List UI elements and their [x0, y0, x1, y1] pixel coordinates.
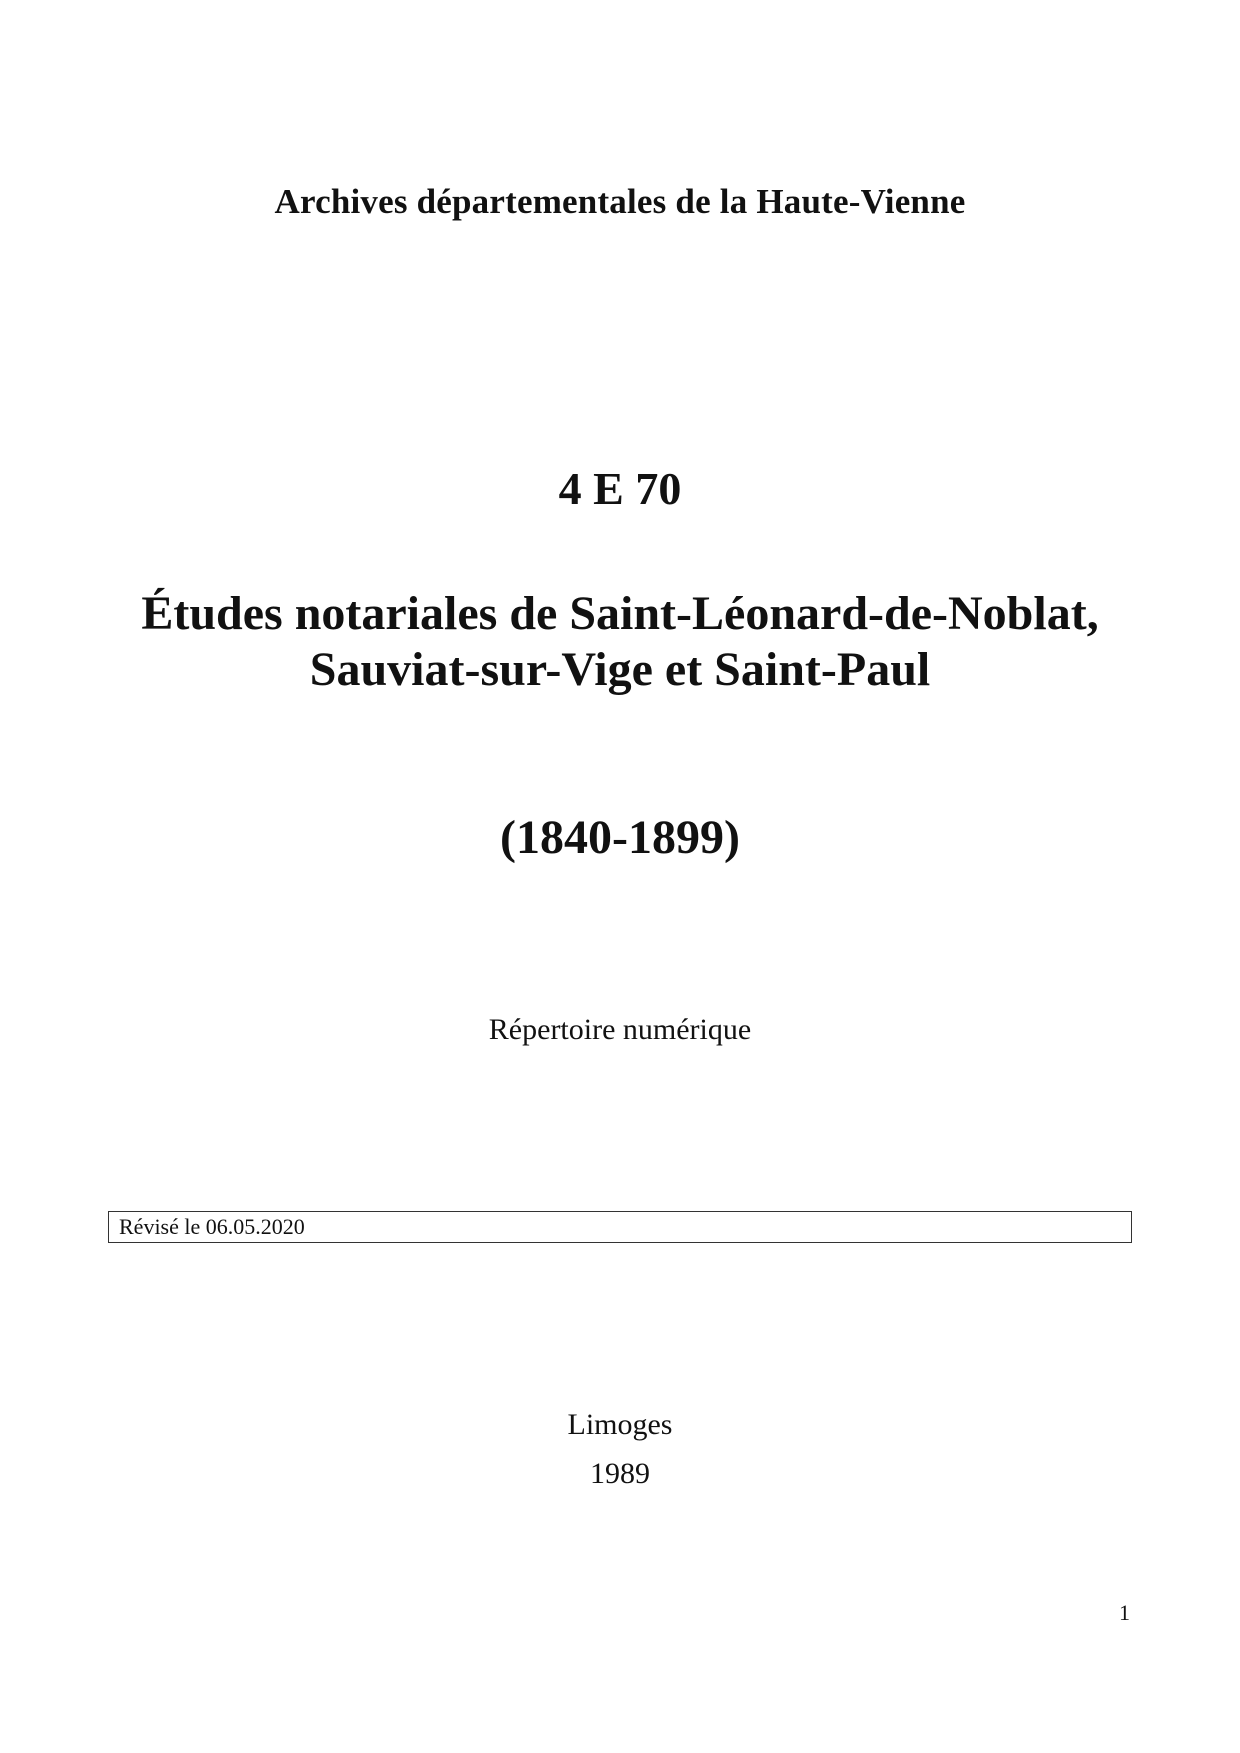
publication-year: 1989 [590, 1457, 650, 1490]
date-range: (1840-1899) [500, 811, 740, 864]
publication-place: Limoges [567, 1408, 673, 1441]
institution-heading: Archives départementales de la Haute-Vienne [274, 182, 966, 221]
revision-box: Révisé le 06.05.2020 [108, 1211, 1132, 1243]
document-subtitle: Répertoire numérique [488, 1013, 752, 1046]
document-title [0, 586, 1240, 698]
page-number: 1 [1119, 1600, 1130, 1625]
title-line-1: Études notariales de Saint-Léonard-de-Noblat, [141, 587, 1099, 640]
archive-reference: 4 E 70 [558, 463, 682, 514]
title-line-2: Sauviat-sur-Vige et Saint-Paul [309, 643, 931, 696]
